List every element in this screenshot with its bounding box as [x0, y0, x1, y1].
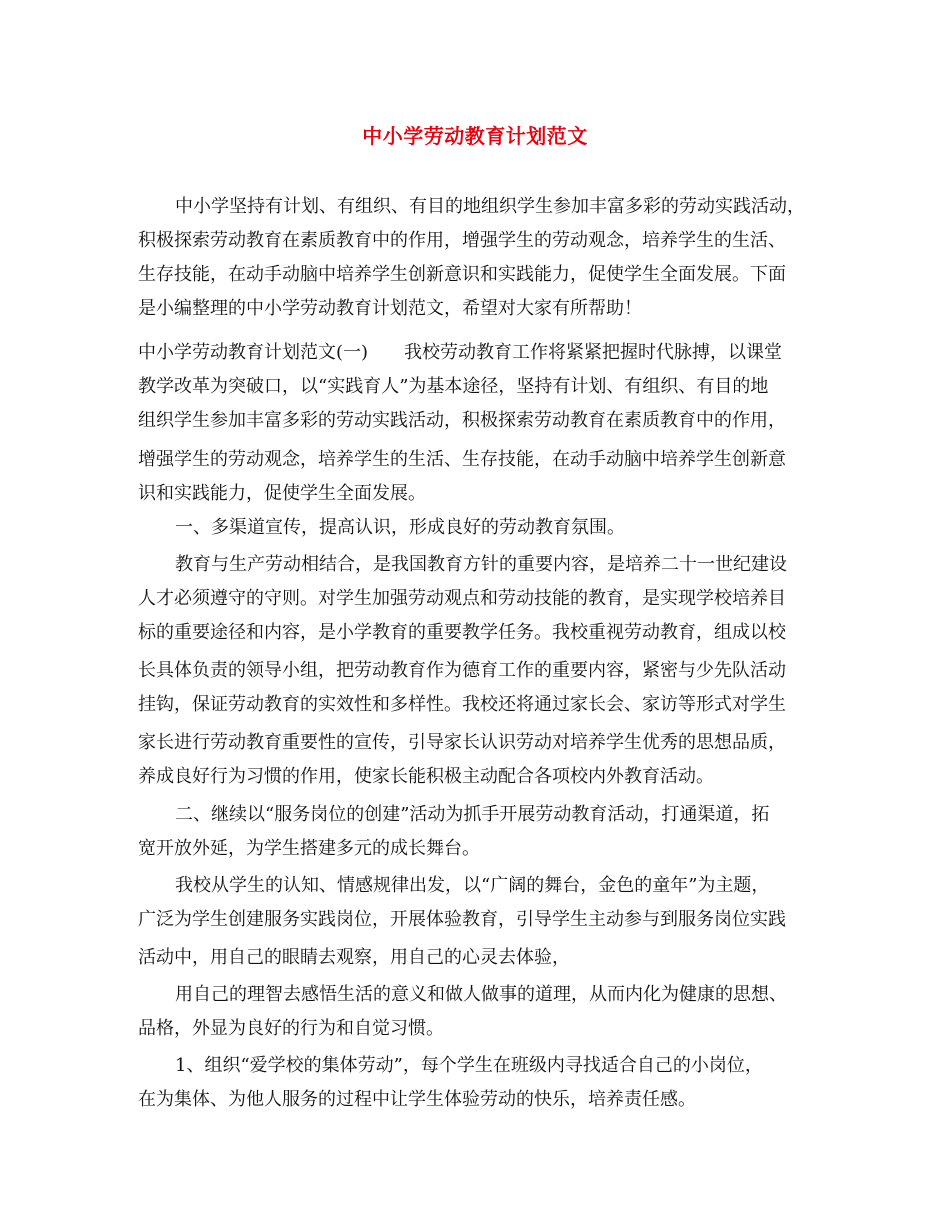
paragraph-line: 标的重要途径和内容，是小学教育的重要教学任务。我校重视劳动教育，组成以校: [138, 622, 786, 643]
paragraph-line: 生存技能，在动手动脑中培养学生创新意识和实践能力，促使学生全面发展。下面: [138, 264, 786, 285]
paragraph-line: 是小编整理的中小学劳动教育计划范文，希望对大家有所帮助！: [138, 298, 642, 319]
document-title: 中小学劳动教育计划范文: [362, 124, 588, 148]
paragraph-line: 宽开放外延，为学生搭建多元的成长舞台。: [138, 838, 480, 859]
paragraph-line: 中小学坚持有计划、有组织、有目的地组织学生参加丰富多彩的劳动实践活动，: [175, 196, 805, 217]
section-heading: 二、继续以“服务岗位的创建”活动为抓手开展劳动教育活动，打通渠道，拓: [175, 804, 770, 825]
paragraph-line: 1、组织“爱学校的集体劳动”，每个学生在班级内寻找适合自己的小岗位，: [175, 1055, 763, 1076]
paragraph-line: 广泛为学生创建服务实践岗位，开展体验教育，引导学生主动参与到服务岗位实践: [138, 909, 786, 930]
paragraph-line: 我校从学生的认知、情感规律出发，以“广阔的舞台，金色的童年”为主题，: [175, 875, 770, 896]
paragraph-line: 中小学劳动教育计划范文(一) 我校劳动教育工作将紧紧把握时代脉搏，以课堂: [138, 342, 783, 363]
paragraph-line: 教学改革为突破口，以“实践育人”为基本途径，坚持有计划、有组织、有目的地: [138, 376, 769, 397]
paragraph-line: 活动中，用自己的眼睛去观察，用自己的心灵去体验，: [138, 947, 570, 968]
paragraph-line: 增强学生的劳动观念，培养学生的生活、生存技能，在动手动脑中培养学生创新意: [138, 449, 786, 470]
paragraph-line: 品格，外显为良好的行为和自觉习惯。: [138, 1018, 444, 1039]
paragraph-line: 组织学生参加丰富多彩的劳动实践活动，积极探索劳动教育在素质教育中的作用，: [138, 410, 786, 431]
section-heading: 一、多渠道宣传，提高认识，形成良好的劳动教育氛围。: [175, 517, 625, 538]
paragraph-line: 识和实践能力，促使学生全面发展。: [138, 483, 426, 504]
paragraph-line: 用自己的理智去感悟生活的意义和做人做事的道理，从而内化为健康的思想、: [175, 984, 787, 1005]
paragraph-line: 家长进行劳动教育重要性的宣传，引导家长认识劳动对培养学生优秀的思想品质，: [138, 732, 786, 753]
paragraph-line: 养成良好行为习惯的作用，使家长能积极主动配合各项校内外教育活动。: [138, 766, 714, 787]
paragraph-line: 长具体负责的领导小组，把劳动教育作为德育工作的重要内容，紧密与少先队活动: [138, 660, 786, 681]
paragraph-line: 在为集体、为他人服务的过程中让学生体验劳动的快乐，培养责任感。: [138, 1089, 696, 1110]
paragraph-line: 人才必须遵守的守则。对学生加强劳动观点和劳动技能的教育，是实现学校培养目: [138, 588, 786, 609]
paragraph-line: 积极探索劳动教育在素质教育中的作用，增强学生的劳动观念，培养学生的生活、: [138, 230, 786, 251]
paragraph-line: 教育与生产劳动相结合，是我国教育方针的重要内容，是培养二十一世纪建设: [175, 554, 787, 575]
paragraph-line: 挂钩，保证劳动教育的实效性和多样性。我校还将通过家长会、家访等形式对学生: [138, 694, 786, 715]
